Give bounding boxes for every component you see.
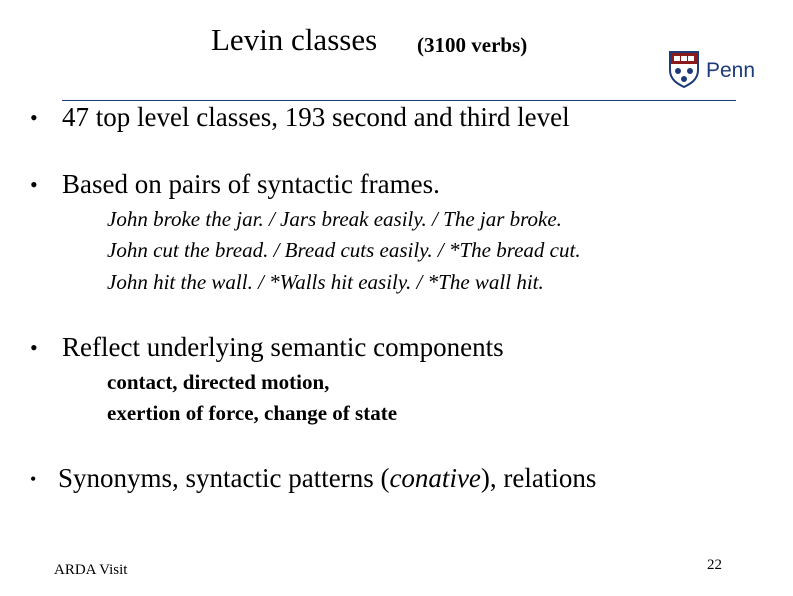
bullet-4-text-end: ), relations — [480, 463, 597, 493]
slide-title: Levin classes — [211, 22, 378, 57]
semantic-component-line: contact, directed motion, — [107, 370, 330, 394]
example-sentence: John cut the bread. / Bread cuts easily. / *The bread cut. — [107, 238, 581, 262]
bullet-2-text: Based on pairs of syntactic frames. — [62, 169, 440, 199]
bullet-1-text: 47 top level classes, 193 second and third level — [62, 102, 570, 132]
slide-subtitle: (3100 verbs) — [417, 33, 528, 57]
bullet-4-text-start: Synonyms, syntactic patterns ( — [58, 463, 390, 493]
bullet-marker: • — [30, 335, 38, 360]
semantic-component-line: exertion of force, change of state — [107, 401, 398, 425]
bullet-4-text — [58, 462, 596, 494]
example-sentence: John hit the wall. / *Walls hit easily. / *The wall hit. — [107, 270, 544, 294]
example-sentence: John broke the jar. / Jars break easily. / The jar broke. — [107, 207, 562, 231]
bullet-4-italic-term: conative — [389, 463, 481, 493]
bullet-marker: • — [30, 105, 38, 130]
bullet-3-text: Reflect underlying semantic components — [62, 332, 504, 362]
footer-label: ARDA Visit — [54, 562, 128, 578]
bullet-marker: • — [30, 469, 37, 489]
bullet-marker: • — [30, 172, 38, 197]
penn-shield-icon — [668, 50, 700, 88]
page-number: 22 — [707, 557, 722, 573]
brand-name: Penn — [706, 59, 756, 82]
